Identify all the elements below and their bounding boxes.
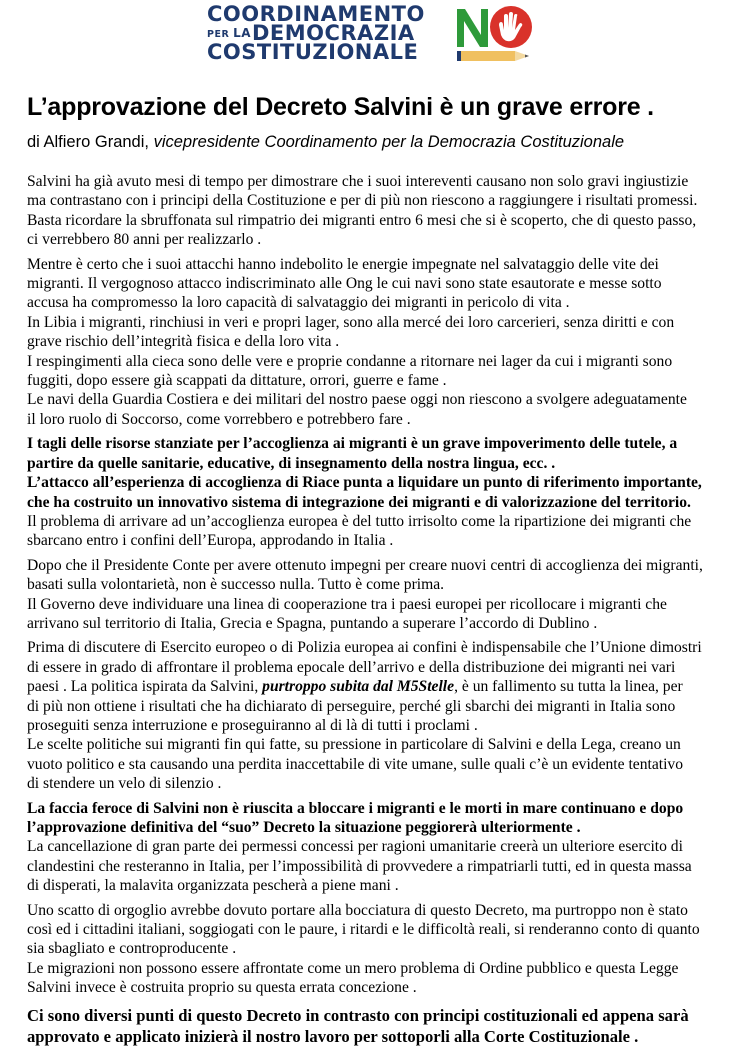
text-line: Il Governo deve individuare una linea di cooperazione tra i paesi europei per ricollocare i migranti che — [27, 595, 667, 613]
logo-line-3: COSTITUZIONALE — [207, 40, 419, 64]
text-line: ma contrastano con i principi della Costituzione e per di più non riescono a raggiungere i risultati promessi. — [27, 192, 698, 210]
byline-role: vicepresidente Coordinamento per la Democrazia Costituzionale — [153, 133, 625, 151]
text-line: basati sulla volontarietà, non è successo nulla. Tutto è come prima. — [27, 576, 445, 594]
paragraph-1 — [27, 172, 732, 250]
text-line: sia sbagliato e controproducente . — [27, 940, 237, 958]
text-line: Le navi della Guardia Costiera e dei militari del nostro paese oggi non riescono a svolgere adeguatamente — [27, 391, 687, 409]
no-stop-hand-icon — [455, 5, 539, 65]
logo-line-2: DEMOCRAZIA — [252, 21, 415, 45]
text-line: di stendere un velo di silenzio . — [27, 775, 222, 793]
text-line: di più non ottiene i risultati che ha dichiarato di perseguire, perché gli sbarchi dei migranti in Italia sono — [27, 697, 676, 715]
text-line: Uno scatto di orgoglio avrebbe dovuto portare alla bocciatura di questo Decreto, ma purtroppo non è stato — [27, 901, 688, 919]
text-line: Prima di discutere di Esercito europeo o di Polizia europea ai confini è indispensabile che l’Unione dimostri — [27, 639, 702, 657]
text-line: Salvini invece è costruita proprio su questa errata concezione . — [27, 979, 417, 997]
bold-text-line: Ci sono diversi punti di questo Decreto in contrasto con principi costituzionali ed appena sarà — [27, 1005, 689, 1025]
text-line: La cancellazione di gran parte dei permessi concessi per ragioni umanitarie creerà un ulteriore esercito di — [27, 838, 683, 856]
bold-text-line: approvato e applicato inizierà il nostro lavoro per sottoporli alla Corte Costituzionale . — [27, 1026, 639, 1046]
article-title: L’approvazione del Decreto Salvini è un grave errore . — [27, 93, 654, 121]
text-line: Basta ricordare la sbruffonata sul rimpatrio dei migranti entro 6 mesi che si è scoperto, che di questo passo, — [27, 211, 697, 229]
text-line: Le scelte politiche sui migranti fin qui fatte, su pressione in particolare di Salvini e della Lega, creano un — [27, 736, 681, 754]
paragraph-7 — [27, 901, 732, 998]
text-line: fuggiti, dopo essere già scappati da dittature, orrori, guerre e fame . — [27, 372, 447, 390]
text-line: di disperati, la malavita organizzata pescherà a piene mani . — [27, 877, 399, 895]
text-line: Salvini ha già avuto mesi di tempo per dimostrare che i suoi intereventi causano non solo gravi ingiustizie — [27, 173, 689, 190]
logo-line-1: COORDINAMENTO — [207, 2, 425, 26]
text-line: In Libia i migranti, rinchiusi in veri e propri lager, sono alla mercé dei loro carcerieri, senza diritti e con — [27, 313, 675, 331]
text-line: Il problema di arrivare ad un’accoglienza europea è del tutto irrisolto come la ripartizione dei migranti che — [27, 512, 692, 530]
bold-text-line: partire da quelle sanitarie, educative, di insegnamento della nostra lingua, ecc. . — [27, 454, 556, 472]
text-line: di essere in grado di affrontare il problema epocale dell’arrivo e della distribuzione dei migranti nei vari — [27, 658, 676, 676]
paragraph-3 — [27, 434, 732, 550]
logo-la: LA — [233, 26, 252, 40]
text-line: vuoto politico e sta causando una perdita inaccettabile di vite umane, sulle quali c’è un evidente tentativo — [27, 755, 684, 773]
paragraph-2 — [27, 255, 732, 430]
paragraph-5 — [27, 638, 732, 793]
text-line: ci verrebbero 80 anni per realizzarlo . — [27, 231, 262, 249]
bold-text-line: I tagli delle risorse stanziate per l’accoglienza ai migranti è un grave impoverimento delle tutele, a — [27, 435, 678, 453]
text-line: Dopo che il Presidente Conte per avere ottenuto impegni per creare nuovi centri di accoglienza dei migranti, — [27, 556, 703, 574]
text-line: sbarcano entro i confini dell’Europa, approdando in Italia . — [27, 532, 394, 550]
logo-per: PER — [207, 29, 230, 40]
paragraph-4 — [27, 556, 732, 634]
byline-author: di Alfiero Grandi, — [27, 133, 154, 151]
bold-text-line: che ha costruito un innovativo sistema di integrazione dei migranti e di valorizzazione del territorio. — [27, 493, 691, 511]
text-line: accusa ha compromesso la loro capacità di salvataggio dei migranti in pericolo di vita . — [27, 294, 570, 312]
text-line: migranti. Il vergognoso attacco indiscriminato alle Ong le cui navi sono state esautorate e messe sotto — [27, 275, 662, 293]
text-before-emphasis: paesi . La politica ispirata da Salvini, — [27, 678, 263, 696]
closing-statement — [27, 1005, 732, 1047]
text-line: clandestini che resteranno in Italia, per l’impossibilità di provvedere a rimpatriarli tutti, ed in questa massa — [27, 857, 692, 875]
text-line: proseguiti senza interruzione e proseguiranno al di là di tutti i proclami . — [27, 716, 478, 734]
emphasis-text: purtroppo subita dal M5Stelle — [262, 678, 455, 696]
text-after-emphasis: , è un fallimento su tutta la linea, per — [454, 678, 683, 696]
text-line: I respingimenti alla cieca sono delle vere e proprie condanne a ritornare nei lager da cui i migranti sono — [27, 352, 673, 370]
logo-line-2-small — [207, 28, 251, 40]
article-byline — [27, 131, 624, 153]
mixed-text-line — [27, 677, 732, 696]
text-line: così ed i cittadini italiani, soggiogati con le paure, i ritardi e le difficoltà reali, si renderanno conto di quanto — [27, 921, 700, 939]
text-line: il loro ruolo di Soccorso, come vorrebbero e potrebbero fare . — [27, 410, 411, 428]
text-line: Le migrazioni non possono essere affrontate come un mero problema di Ordine pubblico e questa Legge — [27, 959, 679, 977]
bold-text-line: l’approvazione definitiva del “suo” Decreto la situazione peggiorerà ulteriormente . — [27, 819, 581, 836]
organization-logo — [207, 3, 537, 65]
bold-text-line: L’attacco all’esperienza di accoglienza di Riace punta a liquidare un punto di riferimento importante, — [27, 474, 702, 492]
bold-text-line: La faccia feroce di Salvini non è riuscita a bloccare i migranti e le morti in mare continuano e dopo — [27, 799, 684, 817]
text-line: Mentre è certo che i suoi attacchi hanno indebolito le energie impegnate nel salvataggio delle vite dei — [27, 255, 659, 273]
article-body — [27, 172, 732, 1052]
text-line: grave rischio dell’integrità fisica e della loro vita . — [27, 333, 340, 351]
paragraph-6 — [27, 799, 732, 896]
text-line: arrivano sul territorio di Italia, Grecia e Spagna, puntando a superare l’accordo di Dublino . — [27, 614, 598, 632]
